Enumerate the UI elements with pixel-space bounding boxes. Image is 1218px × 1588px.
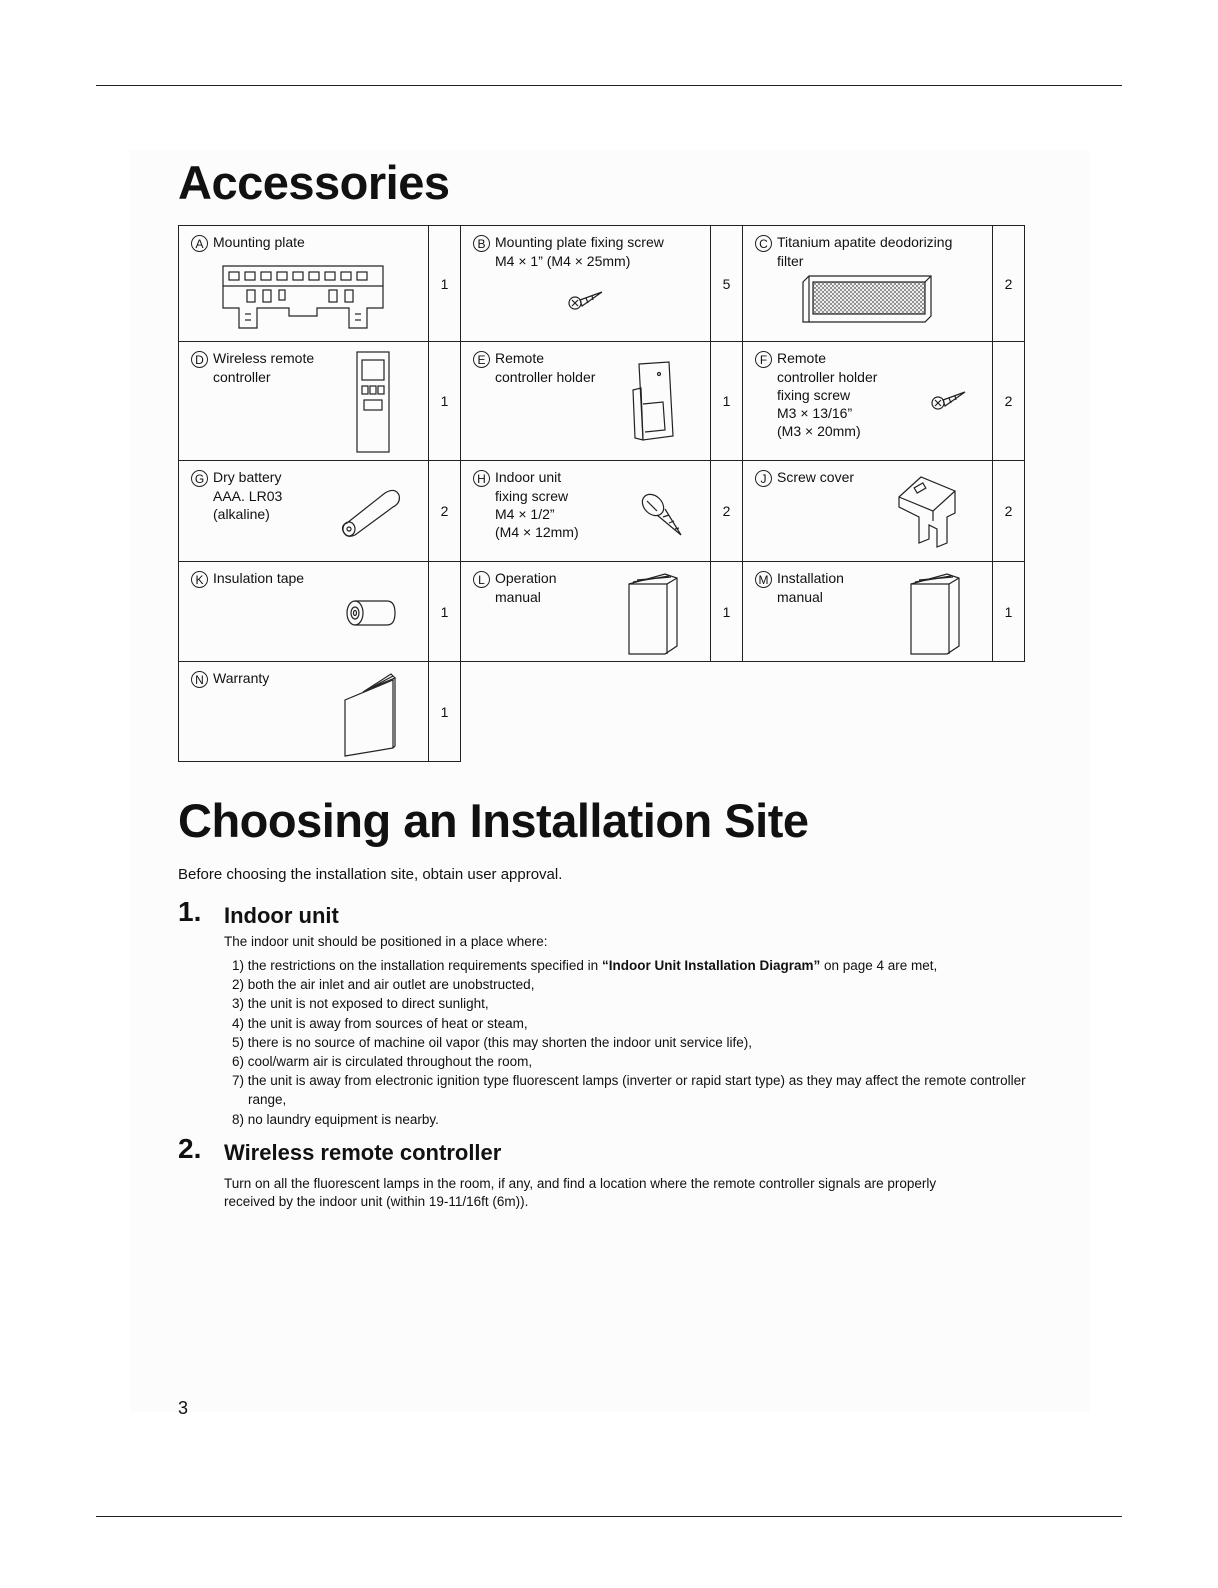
accessory-cell-a [179, 226, 429, 342]
list-item: 7) the unit is away from electronic ignition type fluorescent lamps (inverter or rapid start type) as they may affect the remote controller range, [232, 1073, 1026, 1108]
operation-manual-illustration [625, 570, 681, 658]
quantity-a: 1 [429, 226, 461, 342]
list-item: 5) there is no source of machine oil vapor (this may shorten the indoor unit service life), [232, 1034, 752, 1050]
item-label: Warranty [213, 670, 270, 686]
accessory-cell-n [179, 662, 429, 762]
item-label-cont: filter [777, 252, 804, 269]
quantity-l: 1 [711, 562, 743, 662]
insulation-tape-illustration [343, 598, 397, 628]
installation-heading: Choosing an Installation Site [178, 794, 809, 847]
item-label: Mounting plate [213, 234, 305, 250]
section-number: 2. [178, 1133, 202, 1164]
accessory-cell-m [743, 562, 993, 662]
fixing-screw-illustration [639, 491, 689, 539]
list-item: 1) the restrictions on the installation requirements specified in “Indoor Unit Installation Diagram” on page 4 are met, [232, 958, 938, 973]
quantity-n: 1 [429, 662, 461, 762]
item-spec: (M4 × 12mm) [495, 523, 579, 540]
accessories-table [178, 225, 1025, 762]
quantity-m: 1 [993, 562, 1025, 662]
page-number: 3 [178, 1398, 189, 1418]
list-item: 8) no laundry equipment is nearby. [232, 1111, 439, 1127]
item-letter: M [755, 571, 772, 588]
accessory-cell-g [179, 461, 429, 562]
item-letter: E [473, 351, 490, 368]
accessory-cell-e [461, 342, 711, 461]
section-lead: The indoor unit should be positioned in a place where: [224, 934, 548, 949]
battery-illustration [339, 487, 405, 537]
quantity-h: 2 [711, 461, 743, 562]
screw-illustration [929, 386, 969, 414]
item-letter: A [191, 235, 208, 252]
item-spec: M3 × 13/16” [777, 404, 853, 421]
item-letter: J [755, 470, 772, 487]
item-letter: B [473, 235, 490, 252]
list-item: 2) both the air inlet and air outlet are unobstructed, [232, 977, 535, 993]
item-label: Installation [777, 570, 844, 586]
item-label: Operation [495, 570, 557, 586]
item-label-cont: manual [777, 588, 823, 605]
item-label: Insulation tape [213, 570, 305, 586]
requirements-list [232, 956, 1032, 1129]
intro-text: Before choosing the installation site, obtain user approval. [178, 866, 563, 883]
accessory-cell-c [743, 226, 993, 342]
accessories-heading: Accessories [178, 156, 450, 209]
accessory-cell-b [461, 226, 711, 342]
quantity-e: 1 [711, 342, 743, 461]
section-number: 1. [178, 896, 202, 927]
item-spec: (alkaline) [213, 505, 270, 522]
quantity-g: 2 [429, 461, 461, 562]
item-label: Wireless remote [213, 350, 315, 366]
item-label: Titanium apatite deodorizing [777, 234, 953, 250]
screw-cover-illustration [893, 471, 965, 551]
item-letter: H [473, 470, 490, 487]
item-label: Remote [495, 350, 545, 366]
deodorizing-filter-illustration [799, 272, 939, 332]
item-letter: F [755, 351, 772, 368]
item-letter: K [191, 571, 208, 588]
screw-illustration [566, 286, 606, 314]
body-line: received by the indoor unit (within 19-11/16ft (6m)). [224, 1194, 529, 1209]
list-item: 3) the unit is not exposed to direct sunlight, [232, 996, 489, 1012]
warranty-illustration [341, 670, 401, 758]
item-label: Remote [777, 350, 827, 366]
quantity-k: 1 [429, 562, 461, 662]
accessory-cell-j [743, 461, 993, 562]
item-label-cont: fixing screw [777, 386, 851, 403]
accessory-cell-k [179, 562, 429, 662]
list-item: 6) cool/warm air is circulated throughout the room, [232, 1054, 533, 1070]
item-spec: (M3 × 20mm) [777, 422, 861, 439]
section-title: Wireless remote controller [224, 1140, 502, 1165]
item-label-cont: fixing screw [495, 487, 569, 504]
accessory-cell-l [461, 562, 711, 662]
item-letter: C [755, 235, 772, 252]
quantity-d: 1 [429, 342, 461, 461]
accessory-cell-h [461, 461, 711, 562]
item-label-cont: manual [495, 588, 541, 605]
item-label: Dry battery [213, 469, 282, 485]
item-label-cont: controller [213, 368, 271, 385]
accessory-cell-f [743, 342, 993, 461]
item-label: Screw cover [777, 469, 855, 485]
accessory-cell-d [179, 342, 429, 461]
item-spec: M4 × 1” (M4 × 25mm) [495, 252, 631, 269]
item-letter: D [191, 351, 208, 368]
item-label: Mounting plate fixing screw [495, 234, 664, 250]
quantity-f: 2 [993, 342, 1025, 461]
section-body [224, 1175, 936, 1211]
item-letter: N [191, 671, 208, 688]
item-label-cont: controller holder [495, 368, 596, 385]
item-label: Indoor unit [495, 469, 562, 485]
item-spec: AAA. LR03 [213, 487, 283, 504]
installation-manual-illustration [907, 570, 963, 658]
top-rule [96, 85, 1122, 86]
remote-controller-illustration [355, 350, 391, 454]
quantity-c: 2 [993, 226, 1025, 342]
item-letter: G [191, 470, 208, 487]
section-title: Indoor unit [224, 903, 339, 928]
item-label-cont: controller holder [777, 368, 878, 385]
remote-holder-illustration [629, 360, 677, 446]
item-spec: M4 × 1/2” [495, 505, 555, 522]
mounting-plate-illustration [217, 256, 389, 336]
quantity-j: 2 [993, 461, 1025, 562]
item-letter: L [473, 571, 490, 588]
bottom-rule [96, 1516, 1122, 1517]
body-line: Turn on all the fluorescent lamps in the room, if any, and find a location where the remote controller signals are properly [224, 1176, 937, 1191]
list-item: 4) the unit is away from sources of heat or steam, [232, 1015, 528, 1031]
quantity-b: 5 [711, 226, 743, 342]
